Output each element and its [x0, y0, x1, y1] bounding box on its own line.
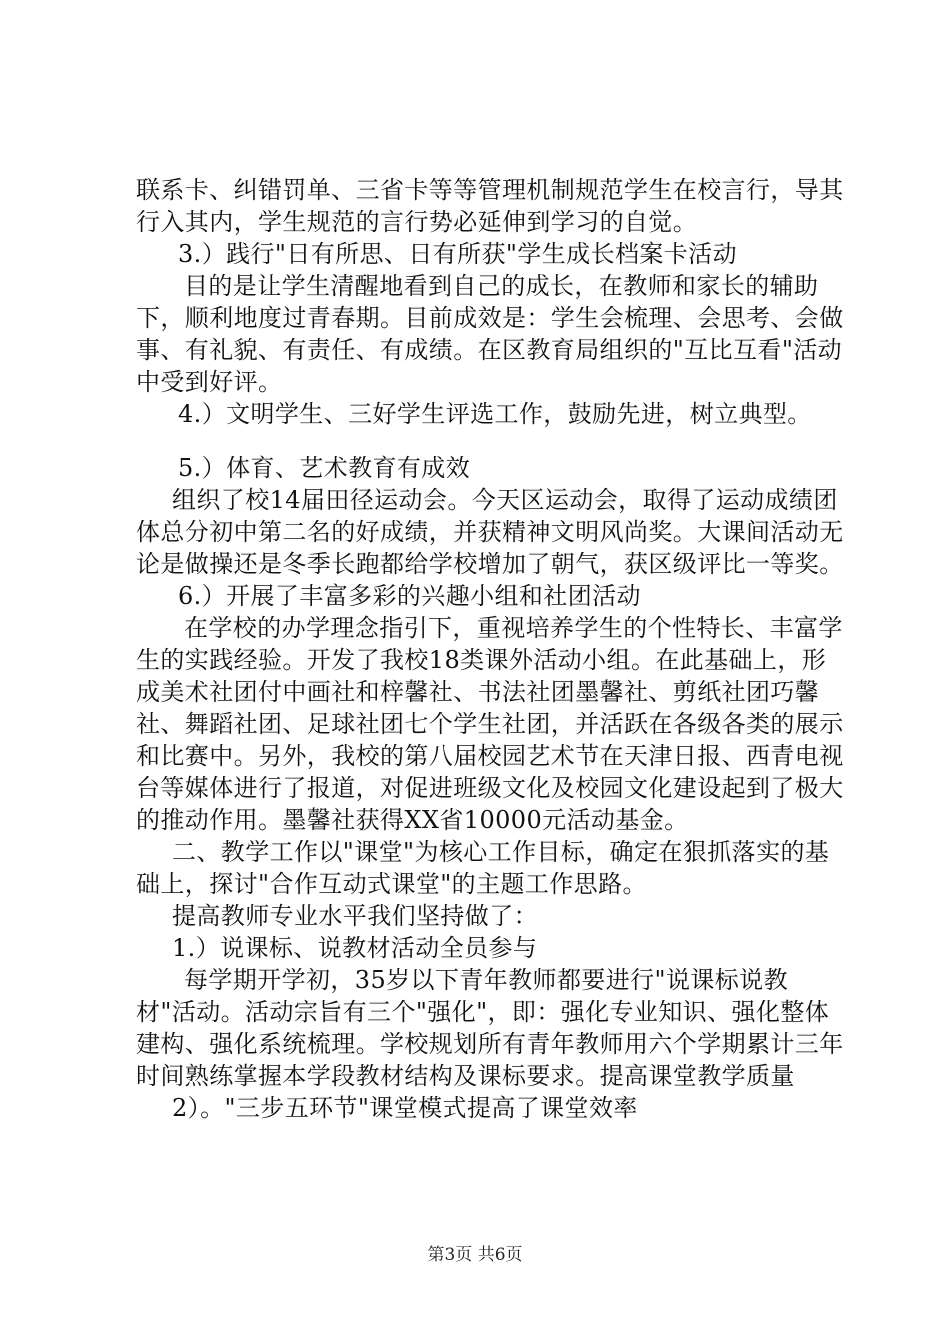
paragraph-gap	[136, 430, 848, 452]
paragraph-teacher-development: 提高教师专业水平我们坚持做了：	[172, 902, 538, 930]
item-student-awards: 4.）文明学生、三好学生评选工作，鼓励先进，树立典型。	[178, 400, 812, 428]
page-number-footer: 第3页 共6页	[427, 1245, 523, 1265]
paragraph-conduct-rules: 联系卡、纠错罚单、三省卡等等管理机制规范学生在校言行，导其行入其内，学生规范的言行势必延伸到学习的自觉。	[136, 176, 844, 236]
paragraph-sports-arts: 组织了校14届田径运动会。今天区运动会，取得了运动成绩团体总分初中第二名的好成绩，并获精神文明风尚奖。大课间活动无论是做操还是冬季长跑都给学校增加了朝气，获区级评比一等奖。	[136, 486, 844, 578]
paragraph-growth-archive: 目的是让学生清醒地看到自己的成长，在教师和家长的辅助下，顺利地度过青春期。目前成效是：学生会梳理、会思考、会做事、有礼貌、有责任、有成绩。在区教育局组织的"互比互看"活动中受到好评。	[136, 272, 844, 396]
item-classroom-model-heading: 2）。"三步五环节"课堂模式提高了课堂效率	[172, 1094, 638, 1122]
paragraph-curriculum-talk: 每学期开学初，35岁以下青年教师都要进行"说课标说教材"活动。活动宗旨有三个"强化"，即：强化专业知识、强化整体建构、强化系统梳理。学校规划所有青年教师用六个学期累计三年时间熟练掌握本学段教材结构及课标要求。提高课堂教学质量	[136, 966, 844, 1090]
paragraph-teaching-goal: 二、教学工作以"课堂"为核心工作目标，确定在狠抓落实的基础上，探讨"合作互动式课堂"的主题工作思路。	[136, 838, 830, 898]
item-sports-arts-heading: 5.）体育、艺术教育有成效	[178, 454, 471, 482]
paragraph-clubs: 在学校的办学理念指引下，重视培养学生的个性特长、丰富学生的实践经验。开发了我校18类课外活动小组。在此基础上，形成美术社团付中画社和梓馨社、书法社团墨馨社、剪纸社团巧馨社、舞蹈社团、足球社团七个学生社团，并活跃在各级各类的展示和比赛中。另外，我校的第八届校园艺术节在天津日报、西青电视台等媒体进行了报道，对促进班级文化及校园文化建设起到了极大的推动作用。墨馨社获得XX省10000元活动基金。	[136, 614, 844, 834]
item-growth-archive-heading: 3.）践行"日有所思、日有所获"学生成长档案卡活动	[178, 240, 737, 268]
document-body	[136, 174, 848, 1124]
item-clubs-heading: 6.）开展了丰富多彩的兴趣小组和社团活动	[178, 582, 641, 610]
item-curriculum-talk-heading: 1.）说课标、说教材活动全员参与	[172, 934, 538, 962]
